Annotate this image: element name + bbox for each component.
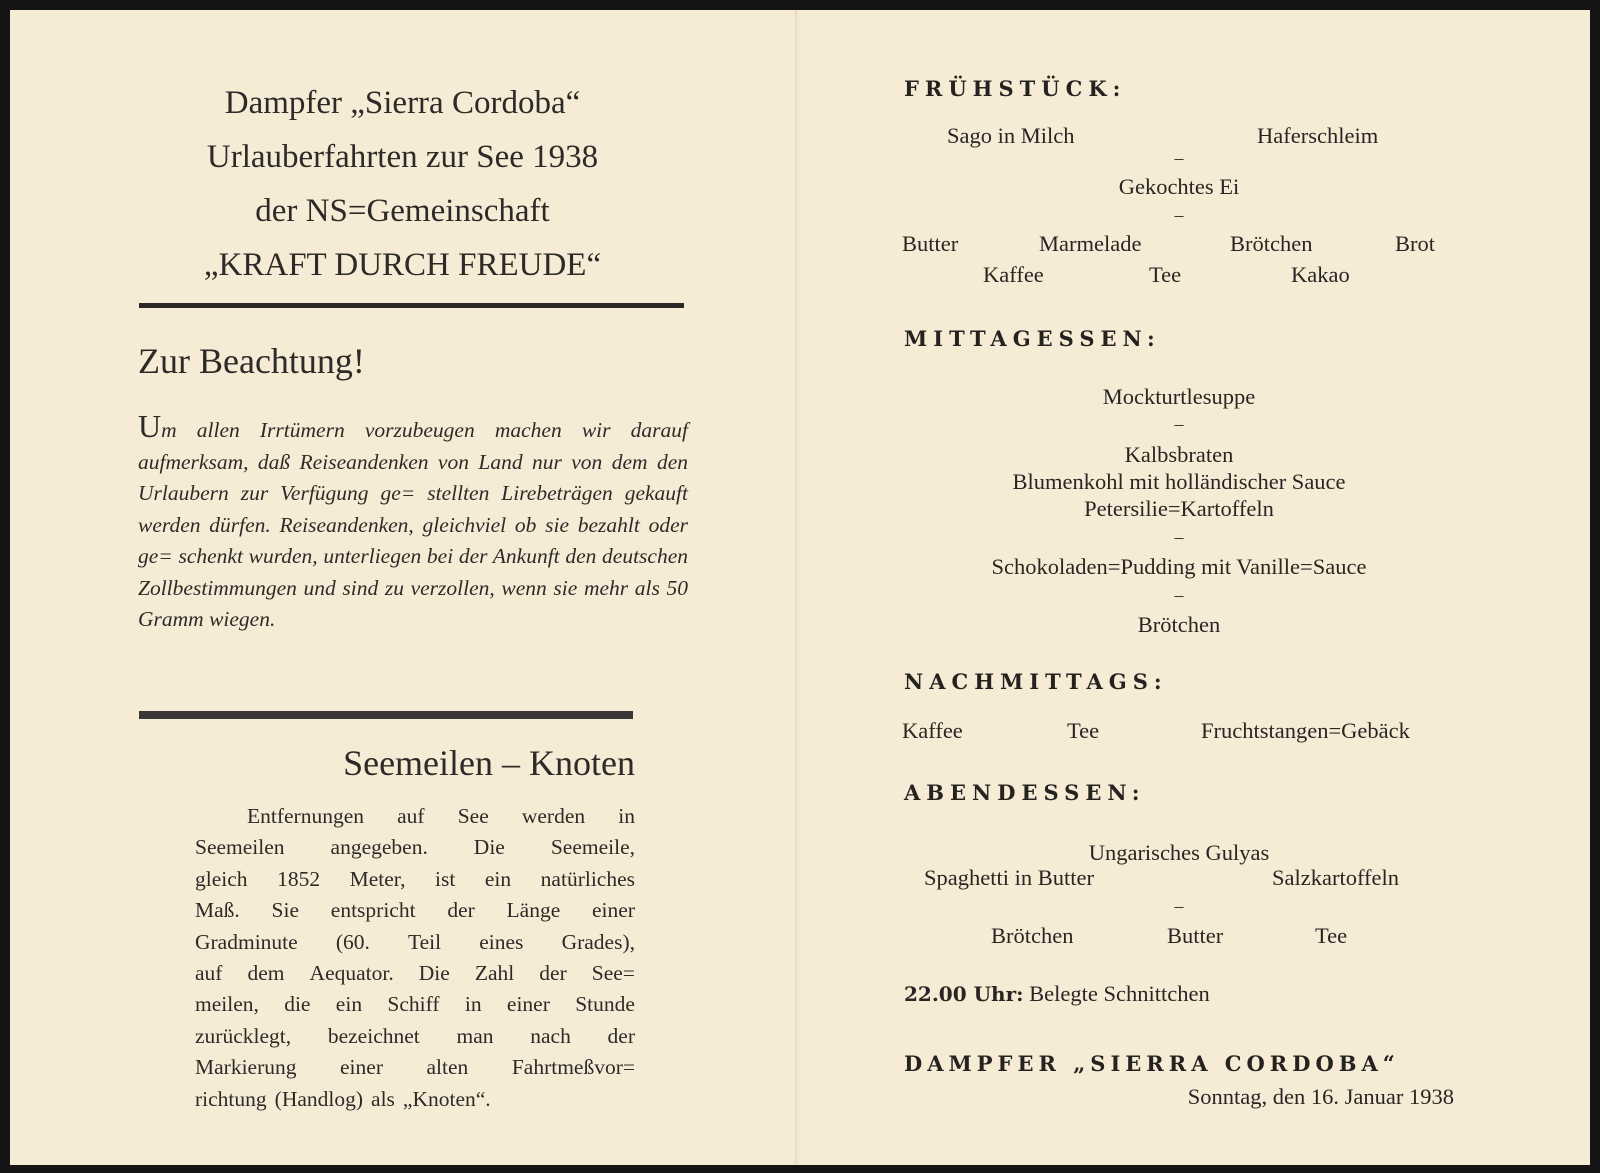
knots-heading: Seemeilen – Knoten: [343, 743, 635, 783]
knots-word: Sie: [271, 898, 300, 923]
menu-item: Brötchen: [1137, 612, 1221, 637]
late-snack: [904, 981, 1210, 1007]
knots-word: Stunde: [575, 992, 635, 1017]
knots-word: Markierung: [195, 1055, 297, 1080]
menu-page: [799, 10, 1590, 1165]
knots-line: [195, 832, 635, 863]
menu-item: Kaffee: [902, 718, 963, 743]
title-line-4: „KRAFT DURCH FREUDE“: [203, 247, 602, 283]
separator: –: [1174, 205, 1184, 225]
menu-item: Tee: [1315, 923, 1348, 948]
knots-word: auf: [397, 804, 425, 828]
menu-item: Brötchen: [1230, 231, 1313, 256]
knots-word: Die: [473, 835, 505, 860]
knots-word: dem: [247, 961, 285, 986]
menu-item: Kaffee: [983, 262, 1044, 287]
knots-word: natürliches: [540, 866, 635, 891]
knots-word: einer: [340, 1055, 383, 1080]
knots-text: [195, 801, 635, 1115]
knots-word: man: [456, 1023, 494, 1048]
knots-line: [195, 895, 635, 926]
menu-item: Mockturtlesuppe: [1102, 384, 1256, 409]
late-snack-item: Belegte Schnittchen: [1029, 981, 1210, 1006]
title-line-1: Dampfer „Sierra Cordoba“: [224, 85, 581, 121]
menu-item: Haferschleim: [1257, 123, 1379, 148]
menu-item: Marmelade: [1039, 231, 1142, 256]
notice-heading: Zur Beachtung!: [138, 341, 365, 381]
notice-text: [138, 408, 688, 636]
knots-word: Gradminute: [195, 929, 298, 954]
title-line-3: der NS=Gemeinschaft: [255, 193, 550, 229]
knots-word: auf: [195, 961, 223, 986]
menu-item: Sago in Milch: [947, 123, 1075, 148]
menu-item: Brot: [1395, 231, 1436, 256]
notice-dropcap: U: [138, 408, 162, 444]
knots-word: entspricht: [330, 898, 416, 923]
separator: –: [1174, 527, 1184, 547]
knots-word: in: [464, 992, 482, 1017]
knots-word: in: [618, 804, 635, 828]
knots-word: angegeben.: [330, 835, 428, 860]
knots-word: einer: [592, 898, 635, 923]
knots-word: nach: [530, 1023, 571, 1048]
knots-word: Meter,: [349, 866, 406, 891]
knots-line: [195, 864, 635, 895]
knots-word: ist: [435, 866, 456, 891]
knots-line: [195, 1084, 635, 1115]
menu-item: Fruchtstangen=Gebäck: [1201, 718, 1410, 743]
separator: –: [1174, 414, 1184, 434]
lunch-heading: MITTAGESSEN:: [904, 326, 1161, 351]
title-block: [10, 76, 795, 292]
afternoon-heading: NACHMITTAGS:: [904, 669, 1168, 694]
knots-word: See: [457, 804, 489, 828]
menu-item: Butter: [902, 231, 959, 256]
knots-word: Grades),: [561, 929, 635, 954]
left-page: [10, 10, 795, 1165]
knots-word: als: [371, 1086, 395, 1111]
knots-word: Schiff: [387, 992, 440, 1017]
knots-line: [195, 927, 635, 958]
knots-line: [195, 1052, 635, 1083]
knots-word: zurücklegt,: [195, 1023, 292, 1048]
section-rule: [139, 711, 633, 719]
menu-item: Gekochtes Ei: [1118, 174, 1240, 199]
notice-body: m allen Irrtümern vorzubeugen machen wir darauf aufmerksam, daß Reiseandenken von Land nur von dem den Urlaubern zur Verfügung ge= stellten Lirebeträgen gekauft werden dürfen. Reiseandenken, gleichviel ob sie bezahlt oder ge= schenkt wurden, unterliegen bei der Ankunft den deutschen Zollbestimmungen und sind zu verzollen, wenn sie mehr als 50 Gramm wiegen.: [138, 418, 688, 631]
separator: –: [1174, 585, 1184, 605]
knots-word: gleich: [195, 866, 248, 891]
menu-item: Kalbsbraten: [1124, 442, 1234, 467]
menu-item: Brötchen: [991, 923, 1074, 948]
knots-word: der: [447, 898, 475, 923]
knots-word: (60.: [335, 929, 370, 954]
knots-word: Fahrtmeßvor=: [511, 1055, 635, 1080]
knots-word: Aequator.: [309, 961, 394, 986]
knots-word: der: [607, 1023, 635, 1048]
knots-word: richtung: [195, 1086, 267, 1111]
knots-word: (Handlog): [274, 1086, 364, 1111]
knots-line: [195, 958, 635, 989]
knots-word: der: [539, 961, 567, 986]
menu-item: Salzkartoffeln: [1272, 865, 1400, 890]
knots-word: werden: [521, 804, 586, 828]
late-snack-time: 22.00 Uhr:: [904, 982, 1024, 1006]
menu-item: Butter: [1167, 923, 1224, 948]
knots-word: Maß.: [195, 898, 240, 923]
knots-word: See=: [591, 961, 635, 986]
knots-word: Länge: [506, 898, 561, 923]
knots-word: bezeichnet: [327, 1023, 420, 1048]
menu-item: Tee: [1067, 718, 1100, 743]
knots-word: Teil: [408, 929, 442, 954]
knots-word: Zahl: [474, 961, 515, 986]
breakfast-heading: FRÜHSTÜCK:: [904, 76, 1127, 101]
separator: –: [1174, 148, 1184, 168]
menu-item: Tee: [1149, 262, 1182, 287]
knots-word: „Knoten“.: [402, 1086, 491, 1111]
menu-item: Spaghetti in Butter: [924, 865, 1094, 890]
knots-word: ein: [484, 866, 512, 891]
knots-word: Seemeile,: [550, 835, 635, 860]
knots-word: eines: [479, 929, 524, 954]
footer-date: Sonntag, den 16. Januar 1938: [1187, 1084, 1454, 1109]
knots-word: 1852: [277, 866, 321, 891]
knots-word: Seemeilen: [195, 835, 285, 860]
separator: –: [1174, 896, 1184, 916]
knots-word: die: [284, 992, 311, 1017]
knots-word: Entfernungen: [247, 804, 365, 828]
menu-item: Kakao: [1291, 262, 1350, 287]
knots-word: ein: [335, 992, 363, 1017]
knots-line: [195, 801, 635, 832]
knots-line: [195, 1021, 635, 1052]
menu-item: Schokoladen=Pudding mit Vanille=Sauce: [991, 554, 1367, 579]
knots-line: [195, 989, 635, 1020]
menu-item: Blumenkohl mit holländischer Sauce: [1012, 469, 1346, 494]
knots-word: Die: [418, 961, 450, 986]
title-rule: [139, 303, 684, 308]
knots-word: alten: [426, 1055, 469, 1080]
footer-ship-name: DAMPFER „SIERRA CORDOBA“: [904, 1051, 1400, 1076]
dinner-heading: ABENDESSEN:: [904, 780, 1146, 805]
title-line-2: Urlauberfahrten zur See 1938: [206, 139, 599, 175]
menu-item: Ungarisches Gulyas: [1088, 840, 1270, 865]
menu-item: Petersilie=Kartoffeln: [1084, 496, 1274, 521]
knots-word: einer: [506, 992, 550, 1017]
knots-word: meilen,: [195, 992, 259, 1017]
